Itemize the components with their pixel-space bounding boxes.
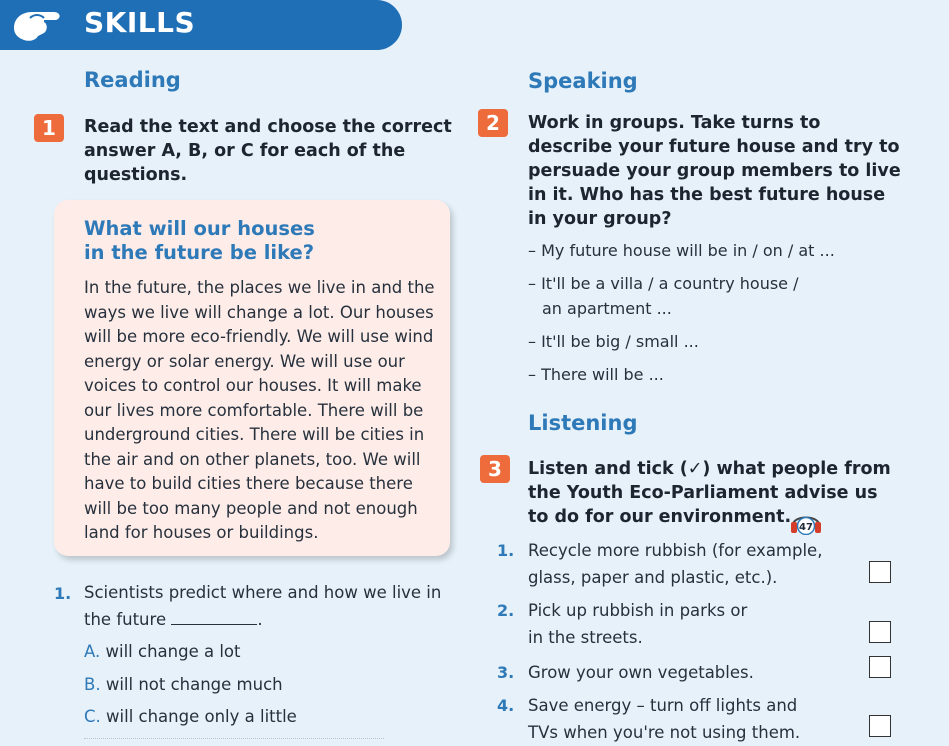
option-text: will change only a little [106,707,297,726]
listening-item-line: Save energy – turn off lights and [528,696,798,715]
speaking-phrase: – It'll be a villa / a country house / [528,274,799,293]
track-number: 47 [799,522,813,533]
instruction-line: to do for our environment. [528,507,792,527]
answer-blank[interactable] [171,610,257,625]
option-text: will not change much [105,675,283,694]
task-number-badge: 1 [34,114,64,142]
question-line: the future [84,610,167,629]
card-title-line: in the future be like? [84,241,315,264]
tick-checkbox-3[interactable] [869,656,891,678]
listening-instruction [528,457,908,529]
instruction-line: Listen and tick (✓) what people from [528,459,891,479]
speaking-phrase: – There will be ... [528,365,664,384]
task-number-badge: 2 [478,109,508,137]
reading-card-title [84,217,384,265]
question-line-2: the future . [84,610,263,629]
instruction-line: the Youth Eco-Parliament advise us [528,483,878,503]
option-letter: A. [84,642,101,661]
option-a[interactable] [84,642,240,661]
option-letter: C. [84,707,101,726]
listening-item [528,692,800,746]
tick-checkbox-2[interactable] [869,621,891,643]
pointing-hand-icon [8,2,72,48]
reading-heading: Reading [84,68,181,92]
question-number: 1. [54,584,72,603]
audio-track-icon[interactable] [790,509,822,535]
speaking-phrase: – My future house will be in / on / at ... [528,241,835,260]
listening-item-number: 4. [497,696,515,715]
listening-item-number: 1. [497,541,515,560]
listening-item [528,597,747,651]
question-text [84,579,454,633]
tick-checkbox-1[interactable] [869,561,891,583]
speaking-phrase: – It'll be big / small ... [528,332,699,351]
reading-instruction: Read the text and choose the correct answer A, B, or C for each of the questions. [84,117,452,185]
listening-item [528,659,754,686]
card-title-line: What will our houses [84,217,315,240]
option-letter: B. [84,675,101,694]
listening-item-number: 3. [497,663,515,682]
listening-item-line: Recycle more rubbish (for example, [528,541,823,560]
task-number-badge: 3 [480,455,510,483]
option-c[interactable] [84,707,297,726]
listening-item-line: in the streets. [528,628,643,647]
listening-item-number: 2. [497,601,515,620]
speaking-phrase: an apartment ... [542,299,672,318]
option-b[interactable] [84,675,283,694]
question-line: Scientists predict where and how we live in [84,583,442,602]
listening-item-line: Grow your own vegetables. [528,663,754,682]
option-text: will change a lot [105,642,241,661]
listening-item [528,537,822,591]
listening-heading: Listening [528,411,638,435]
listening-item-line: glass, paper and plastic, etc.). [528,568,778,587]
page-title: SKILLS [84,6,196,39]
speaking-instruction: Work in groups. Take turns to describe your future house and try to persuade your group members to live in it. Who has the best future house in your group? [528,113,901,229]
reading-card-body: In the future, the places we live in and the ways we live will change a lot. Our houses will be more eco-friendly. We will use wind energy or solar energy. We will use our voices to control our houses. It will make our lives more comfortable. There will be underground cities. There will be cities in the air and on other planets, too. We will have to build cities there because there will be too many people and not enough land for houses or buildings. [84,278,435,542]
listening-item-line: TVs when you're not using them. [528,723,801,742]
listening-item-line: Pick up rubbish in parks or [528,601,748,620]
tick-checkbox-4[interactable] [869,715,891,737]
speaking-heading: Speaking [528,69,638,93]
